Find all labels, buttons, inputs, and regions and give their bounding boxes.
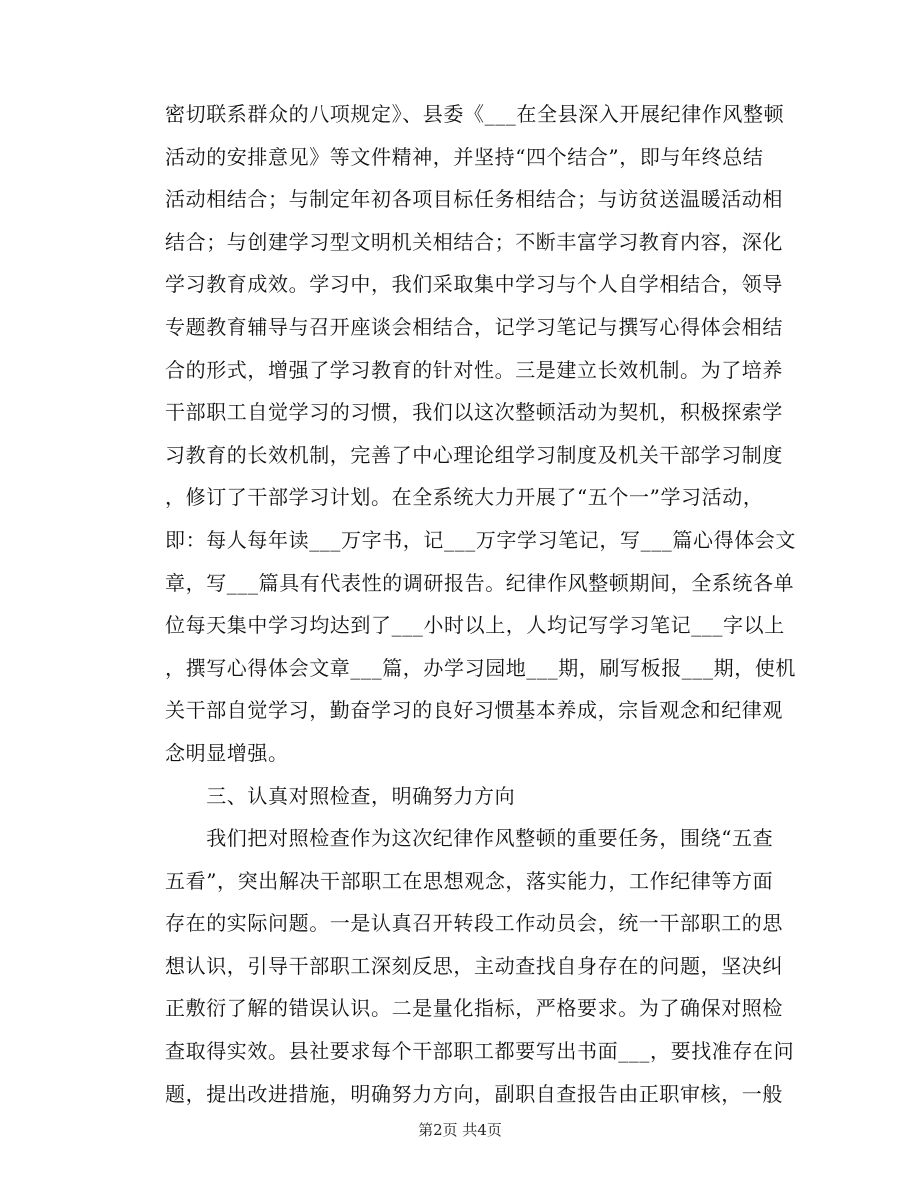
text-line: 即：每人每年读___万字书，记___万字学习笔记，写___篇心得体会文 xyxy=(165,527,796,552)
section-heading: 三、认真对照检查，明确努力方向 xyxy=(165,783,516,808)
text-line: 想认识，引导干部职工深刻反思，主动查找自身存在的问题，坚决纠 xyxy=(165,953,783,978)
text-line: 位每天集中学习均达到了___小时以上，人均记写学习笔记___字以上 xyxy=(165,613,785,638)
text-line: 存在的实际问题。一是认真召开转段工作动员会，统一干部职工的思 xyxy=(165,911,783,936)
text-line: 专题教育辅导与召开座谈会相结合，记学习笔记与撰写心得体会相结 xyxy=(165,314,783,339)
text-line: 关干部自觉学习，勤奋学习的良好习惯基本养成，宗旨观念和纪律观 xyxy=(165,698,783,723)
text-line: 结合；与创建学习型文明机关相结合；不断丰富学习教育内容，深化 xyxy=(165,229,783,254)
text-line: 我们把对照检查作为这次纪律作风整顿的重要任务，围绕“五查 xyxy=(165,826,774,851)
text-line: 查取得实效。县社要求每个干部职工都要写出书面___，要找准存在问 xyxy=(165,1039,795,1064)
text-line: 密切联系群众的八项规定》、县委《___在全县深入开展纪律作风整顿 xyxy=(165,102,785,126)
page-indicator: 第2页 共4页 xyxy=(418,1121,502,1139)
text-line: 章，写___篇具有代表性的调研报告。纪律作风整顿期间，全系统各单 xyxy=(165,570,795,595)
text-line: 习教育的长效机制，完善了中心理论组学习制度及机关干部学习制度 xyxy=(165,442,783,467)
text-line: 念明显增强。 xyxy=(165,740,289,765)
text-line: ，撰写心得体会文章___篇，办学习园地___期，刷写板报___期，使机 xyxy=(165,655,796,680)
text-line: 合的形式，增强了学习教育的针对性。三是建立长效机制。为了培养 xyxy=(165,357,783,382)
text-line: 干部职工自觉学习的习惯，我们以这次整顿活动为契机，积极探索学 xyxy=(165,400,783,425)
body-text xyxy=(165,93,796,1115)
text-line: 学习教育成效。学习中，我们采取集中学习与个人自学相结合，领导 xyxy=(165,272,783,297)
text-line: 正敷衍了解的错误认识。二是量化指标，严格要求。为了确保对照检 xyxy=(165,996,783,1021)
text-line: 五看”，突出解决干部职工在思想观念，落实能力，工作纪律等方面 xyxy=(165,868,774,893)
text-line: 题，提出改进措施，明确努力方向，副职自查报告由正职审核，一般 xyxy=(165,1081,783,1106)
text-line: ，修订了干部学习计划。在全系统大力开展了“五个一”学习活动， xyxy=(165,485,764,510)
text-line: 活动的安排意见》等文件精神，并坚持“四个结合”，即与年终总结 xyxy=(165,144,764,169)
text-line: 活动相结合；与制定年初各项目标任务相结合；与访贫送温暖活动相 xyxy=(165,187,783,212)
